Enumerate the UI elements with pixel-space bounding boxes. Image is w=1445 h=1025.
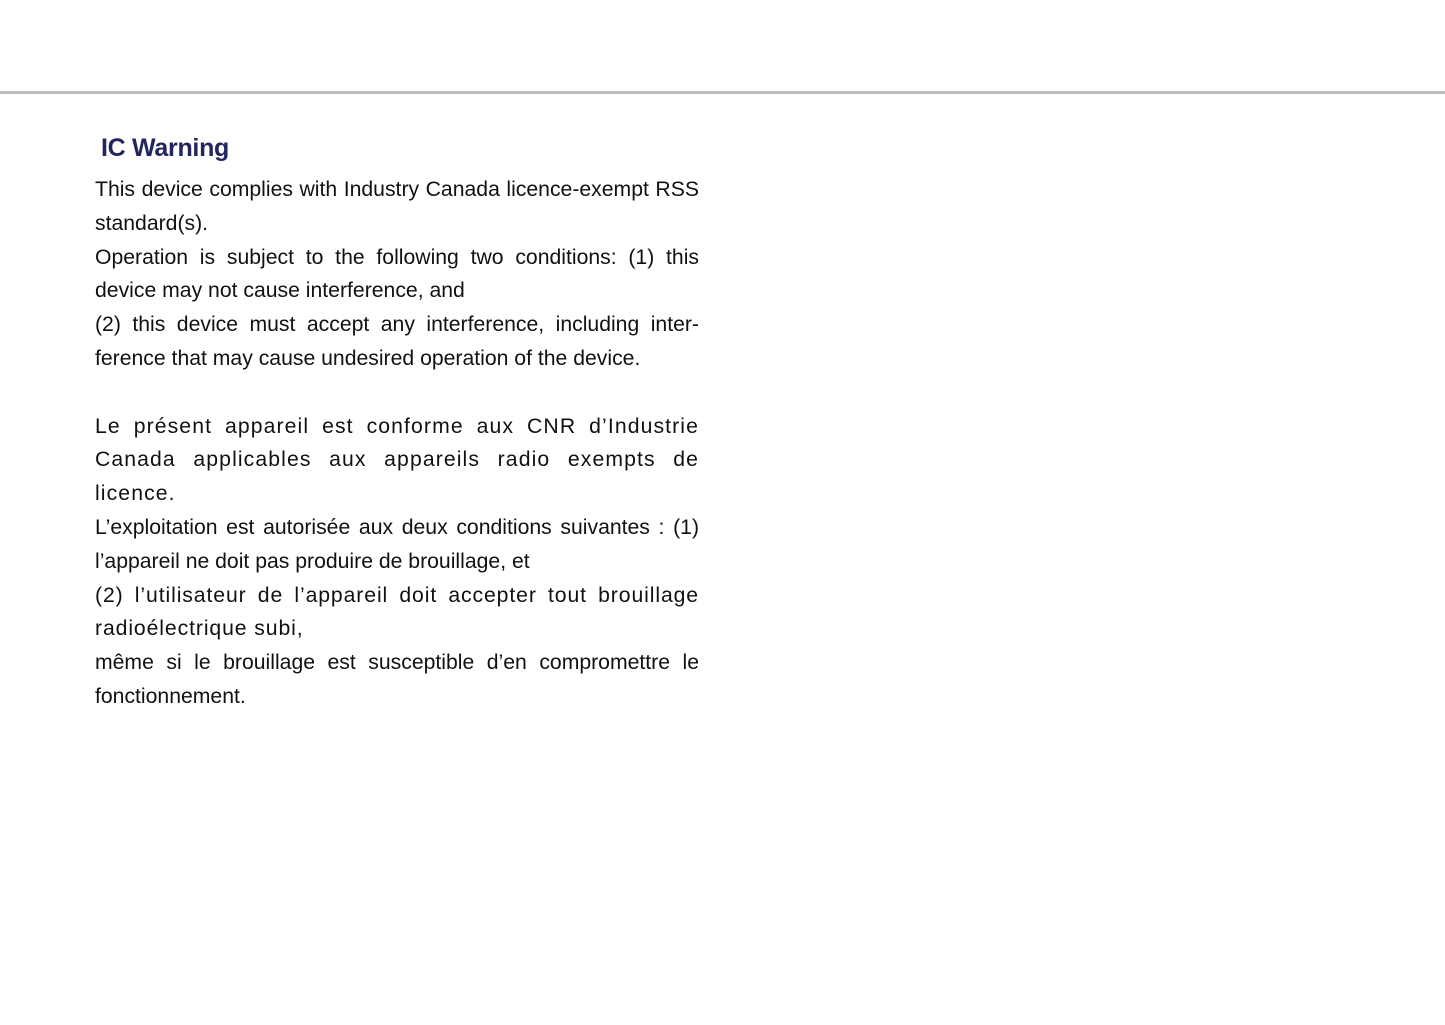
paragraph-spacer (95, 376, 699, 410)
english-paragraph-2: Operation is subject to the following two conditions: (1) this device may not cause interference, and (95, 245, 699, 303)
french-paragraph-2: L’exploitation est autorisée aux deux conditions suivantes : (1) l’appareil ne doit pas produire de brouillage, et (95, 515, 699, 573)
french-paragraph-1: Le présent appareil est conforme aux CNR d’Industrie Canada applicables aux appareils radio exempts de licence. (95, 414, 699, 506)
ic-warning-section (95, 131, 699, 714)
french-paragraph-4: même si le brouillage est susceptible d’en compromettre le fonctionnement. (95, 651, 699, 708)
header-divider (0, 91, 1445, 94)
french-paragraph-3: (2) l’utilisateur de l’appareil doit accepter tout brouillage radioélectrique subi, (95, 583, 699, 641)
english-paragraph-3: (2) this device must accept any interference, including inter-ference that may cause undesired operation of the device. (95, 313, 699, 370)
english-paragraph-1: This device complies with Industry Canada licence-exempt RSS standard(s). (95, 178, 699, 235)
section-title: IC Warning (101, 134, 230, 162)
